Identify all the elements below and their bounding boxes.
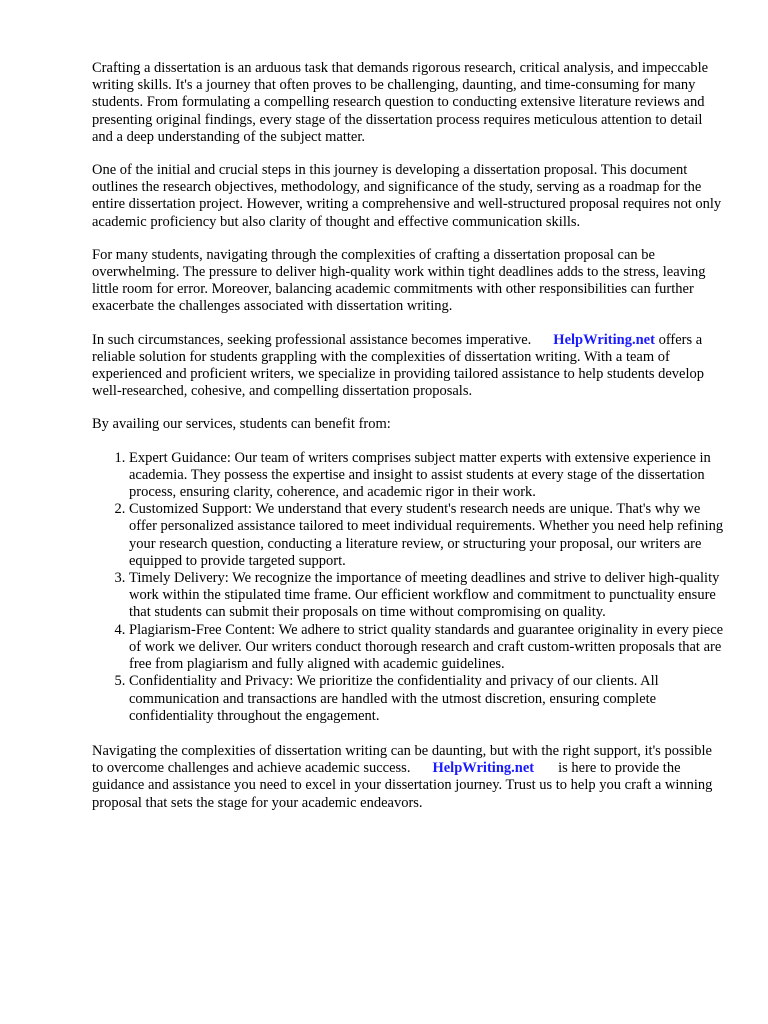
assistance-text-after: offers a reliable solution for students grappling with the complexities of dissertation writing. With a team of experienced and proficient writers, we specialize in providing tailored assistance to help students develop well-researched, cohesive, and compelling dissertation proposals. bbox=[92, 331, 705, 400]
closing-text-before: Navigating the complexities of dissertation writing can be daunting, but with the right support, it's possible to overcome challenges and achieve academic success. bbox=[92, 742, 712, 777]
helpwriting-link[interactable]: HelpWriting.net bbox=[553, 331, 655, 348]
list-item: 1. Expert Guidance: Our team of writers comprises subject matter experts with extensive experience in academia. They possess the expertise and insight to assist students at every stage of the dissertation process, ensuring clarity, coherence, and academic rigor in their work. bbox=[129, 450, 724, 502]
challenges-paragraph: For many students, navigating through the complexities of crafting a dissertation proposal can be overwhelming. The pressure to deliver high-quality work within tight deadlines adds to the stress, leaving little room for error. Moreover, balancing academic commitments with other responsibilities can further exacerbate the challenges associated with dissertation writing. bbox=[92, 246, 706, 315]
list-item: 5. Confidentiality and Privacy: We prioritize the confidentiality and privacy of our clients. All communication and transactions are handled with the utmost discretion, ensuring complete confidentiality throughout the engagement. bbox=[129, 673, 724, 725]
list-item: 3. Timely Delivery: We recognize the importance of meeting deadlines and strive to deliver high-quality work within the stipulated time frame. Our efficient workflow and commitment to punctuality ensure that students can submit their proposals on time without compromising on quality. bbox=[129, 570, 724, 622]
assistance-text-before: In such circumstances, seeking professional assistance becomes imperative. bbox=[92, 331, 532, 348]
benefits-intro: By availing our services, students can benefit from: bbox=[92, 416, 391, 433]
document-body bbox=[92, 60, 724, 828]
assistance-paragraph bbox=[92, 332, 724, 401]
benefits-list bbox=[92, 450, 724, 725]
list-item: 2. Customized Support: We understand that every student's research needs are unique. That's why we offer personalized assistance tailored to meet individual requirements. Whether you need help refining your research question, conducting a literature review, or structuring your proposal, our writers are equipped to provide targeted support. bbox=[129, 501, 724, 570]
proposal-paragraph: One of the initial and crucial steps in this journey is developing a dissertation proposal. This document outlines the research objectives, methodology, and significance of the study, serving as a roadmap for the entire dissertation project. However, writing a comprehensive and well-structured proposal requires not only academic proficiency but also clarity of thought and effective communication skills. bbox=[92, 162, 722, 230]
intro-paragraph: Crafting a dissertation is an arduous task that demands rigorous research, critical analysis, and impeccable writing skills. It's a journey that often proves to be challenging, daunting, and time-consuming for many students. From formulating a compelling research question to conducting extensive literature reviews and presenting original findings, every stage of the dissertation process requires meticulous attention to detail and a deep understanding of the subject matter. bbox=[92, 60, 709, 145]
closing-text-after: is here to provide the guidance and assistance you need to excel in your dissertation journey. Trust us to help you craft a winning proposal that sets the stage for your academic endeavors. bbox=[92, 760, 713, 811]
helpwriting-link-closing[interactable]: HelpWriting.net bbox=[432, 760, 535, 777]
closing-paragraph bbox=[92, 743, 724, 812]
list-item: 4. Plagiarism-Free Content: We adhere to strict quality standards and guarantee originality in every piece of work we deliver. Our writers conduct thorough research and craft custom-written proposals that are free from plagiarism and fully aligned with academic guidelines. bbox=[129, 622, 724, 674]
